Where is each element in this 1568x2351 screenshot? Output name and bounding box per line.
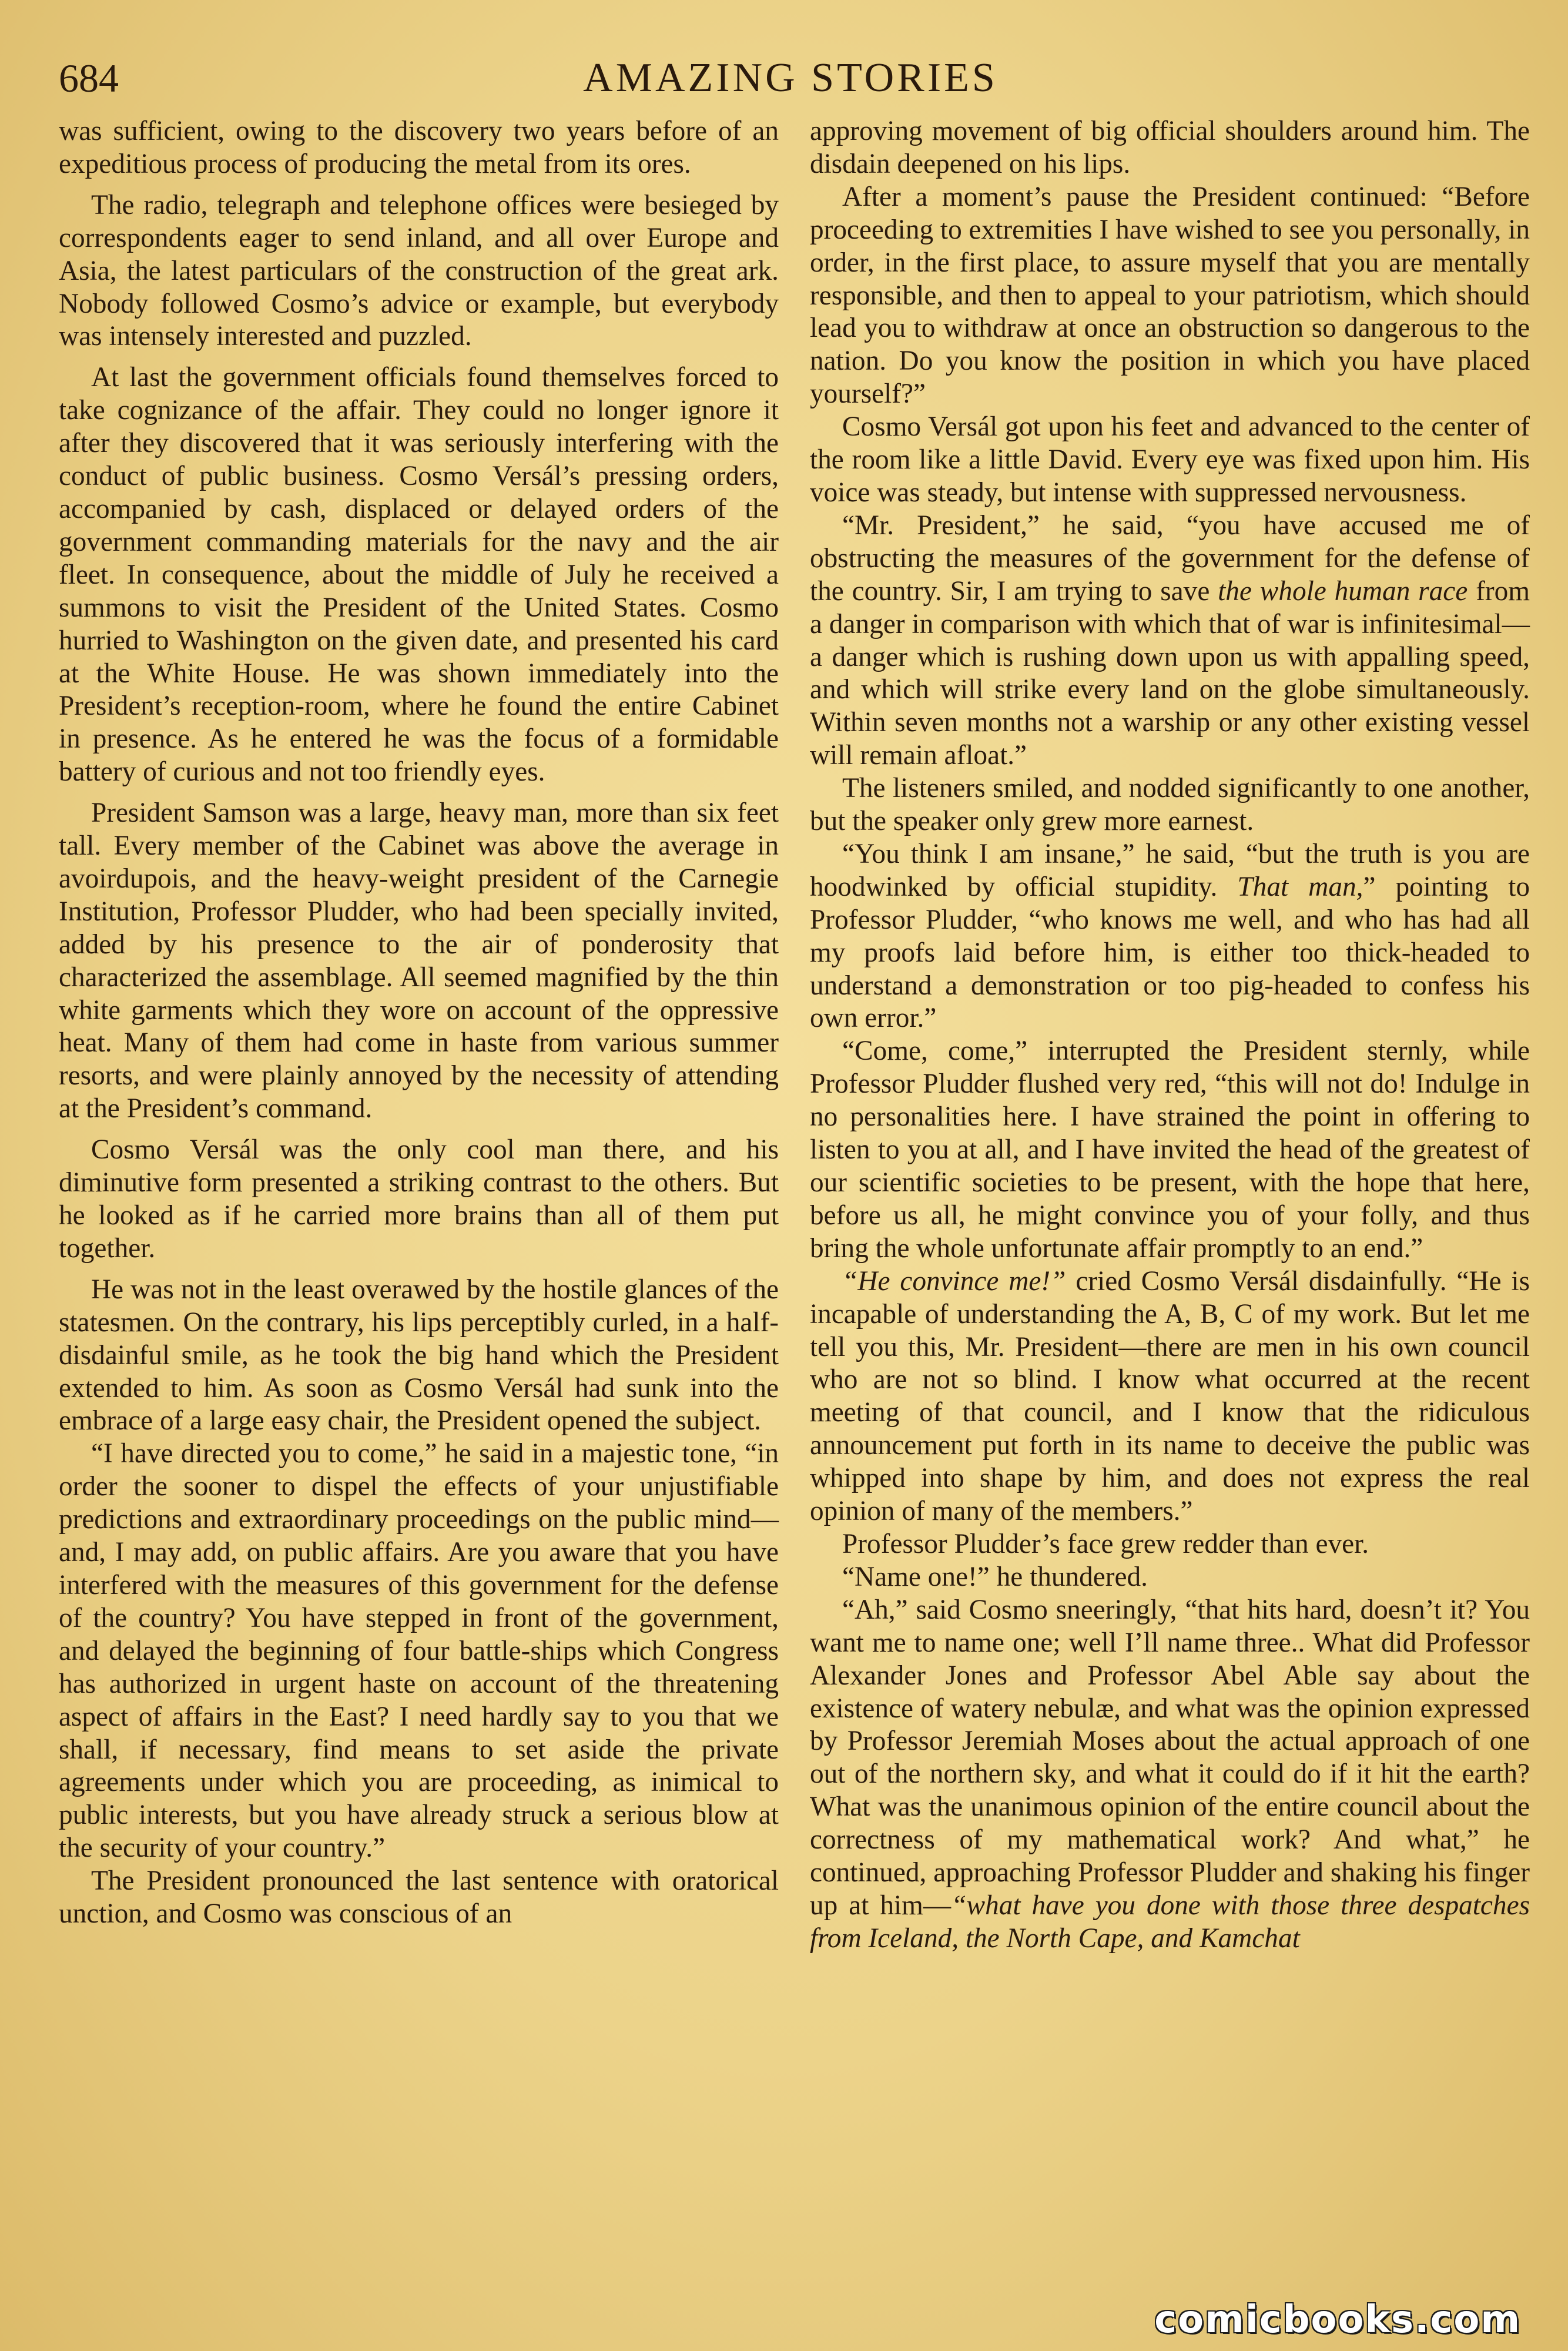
paragraph-text: “Ah,” said Cosmo sneeringly, “that hits hard, doesn’t it? You want me to name one; well I’ll name three.. What did Professor Alexander Jones and Professor Abel Able say about the existence of watery nebulæ, and what was the opinion expressed by Professor Jeremiah Moses about the actual approach of one out of the northern sky, and what it could do if it hit the earth? What was the unanimous opinion of the entire council about the correctness of my mathematical work? And what,” he continued, approaching Professor Pludder and shaking his finger up at him— — [810, 1594, 1530, 1921]
paragraph-text-continued: from a danger in comparison with which that of war is infinitesimal—a danger which is rushing down upon us with appalling speed, and which will strike every land on the globe simultaneously. Within seven months not a warship or any other existing vessel will remain afloat.” — [810, 575, 1530, 771]
paragraph: The President pronounced the last sentence with oratorical unction, and Cosmo was conscious of an — [59, 1866, 779, 1930]
paragraph-text: “Mr. President,” he said, “you have accused me of obstructing the measures of the government for the defense of the country. Sir, I am trying to save — [810, 510, 1530, 607]
italic-emphasis: the whole human race — [1218, 575, 1468, 607]
paragraph: He was not in the least overawed by the hostile glances of the statesmen. On the contrary, his lips perceptibly curled, in a half-disdainful smile, as he took the big hand which the President extended to him. As soon as Cosmo Versál had sunk into the embrace of a large easy chair, the President opened the subject. — [59, 1274, 779, 1436]
paragraph: “I have directed you to come,” he said in a majestic tone, “in order the sooner to dispel the effects of your unjustifiable predictions and extraordinary proceedings on the public mind—and, I may add, on public affairs. Are you aware that you have interfered with the measures of this government for the defense of the country? You have stepped in front of the government, and delayed the beginning of four battle-ships which Congress has authorized in urgent haste on account of the threatening aspect of affairs in the East? I need hardly say to you that we shall, if necessary, find means to set aside the private agreements under which you are proceeding, as inimical to public interests, but you have already struck a serious blow at the security of your country.” — [59, 1438, 779, 1864]
running-title: AMAZING STORIES — [583, 55, 998, 101]
paragraph: “Come, come,” interrupted the President sternly, while Professor Pludder flushed very red, “this will not do! Indulge in no personalities here. I have strained the point in offering to listen to you at all, and I have invited the head of the greatest of our scientific societies to be present, with the hope that here, before us all, he might convince you of your folly, and thus bring the whole unfortunate affair promptly to an end.” — [810, 1036, 1530, 1264]
paragraph: Professor Pludder’s face grew redder than ever. — [842, 1528, 1369, 1559]
paragraph: At last the government officials found themselves forced to take cognizance of the affair. They could no longer ignore it after they discovered that it was seriously interfering with the conduct of public business. Cosmo Versál’s pressing orders, accompanied by cash, displaced or delayed orders of the government commanding materials for the navy and the air fleet. In consequence, about the middle of July he received a summons to visit the President of the United States. Cosmo hurried to Washington on the given date, and presented his card at the White House. He was shown immediately into the President’s reception-room, where he found the entire Cabinet in presence. As he entered he was the focus of a formidable battery of curious and not too friendly eyes. — [59, 362, 779, 788]
paragraph-text: “You think I am insane,” he said, “but the truth is you are hoodwinked by official stupidity. — [810, 838, 1530, 902]
paragraph — [810, 838, 1530, 1035]
left-column — [59, 115, 779, 1931]
page-header — [59, 46, 1522, 110]
paragraph: was sufficient, owing to the discovery two years before of an expeditious process of producing the metal from its ores. — [59, 116, 779, 179]
italic-emphasis: That man, — [1237, 871, 1363, 902]
paragraph — [810, 1265, 1530, 1528]
paragraph-text-continued: cried Cosmo Versál disdainfully. “He is incapable of understanding the A, B, C of my work. But let me tell you this, Mr. President—there are men in his own council who are not so blind. I know what occurred at the recent meeting of that council, and I know that the ridiculous announcement put forth in its name to deceive the public was whipped into shape by him, and does not express the real opinion of many of the members.” — [810, 1265, 1530, 1527]
paragraph: approving movement of big official shoulders around him. The disdain deepened on his lips. — [810, 116, 1530, 179]
watermark: comicbooks.com — [1154, 2298, 1521, 2342]
paragraph: Cosmo Versál got upon his feet and advanced to the center of the room like a little David. Every eye was fixed upon him. His voice was steady, but intense with suppressed nervousness. — [810, 411, 1530, 508]
paragraph: The radio, telegraph and telephone offices were besieged by correspondents eager to send inland, and all over Europe and Asia, the latest particulars of the construction of the great ark. Nobody followed Cosmo’s advice or example, but everybody was intensely interested and puzzled. — [59, 189, 779, 352]
page-number: 684 — [59, 56, 119, 101]
paragraph: The listeners smiled, and nodded significantly to one another, but the speaker only grew more earnest. — [810, 773, 1530, 837]
paragraph — [810, 1594, 1530, 1955]
italic-emphasis: “He convince me!” — [842, 1265, 1066, 1297]
right-column — [810, 115, 1530, 1955]
italic-emphasis: “what have you done with those three despatches from Iceland, the North Cape, and Kamchat — [810, 1890, 1530, 1954]
paragraph: “Name one!” he thundered. — [842, 1561, 1148, 1592]
paragraph-text-continued: ” pointing to Professor Pludder, “who knows me well, and who has had all my proofs laid before him, is either too thick-headed to understand a demonstration or too pig-headed to confess his own error.” — [810, 871, 1530, 1034]
paragraph: After a moment’s pause the President continued: “Before proceeding to extremities I have wished to see you personally, in order, in the first place, to assure myself that you are mentally responsible, and then to appeal to your patriotism, which should lead you to withdraw at once an obstruction so dangerous to the nation. Do you know the position in which you have placed yourself?” — [810, 181, 1530, 410]
paragraph — [810, 510, 1530, 772]
paragraph: President Samson was a large, heavy man, more than six feet tall. Every member of the Cabinet was above the average in avoirdupois, and the heavy-weight president of the Carnegie Institution, Professor Pludder, who had been specially invited, added by his presence to the air of ponderosity that characterized the assemblage. All seemed magnified by the thin white garments which they wore on account of the oppressive heat. Many of them had come in haste from various summer resorts, and were plainly annoyed by the necessity of attending at the President’s command. — [59, 798, 779, 1124]
paragraph: Cosmo Versál was the only cool man there, and his diminutive form presented a striking contrast to the others. But he looked as if he carried more brains than all of them put together. — [59, 1134, 779, 1264]
